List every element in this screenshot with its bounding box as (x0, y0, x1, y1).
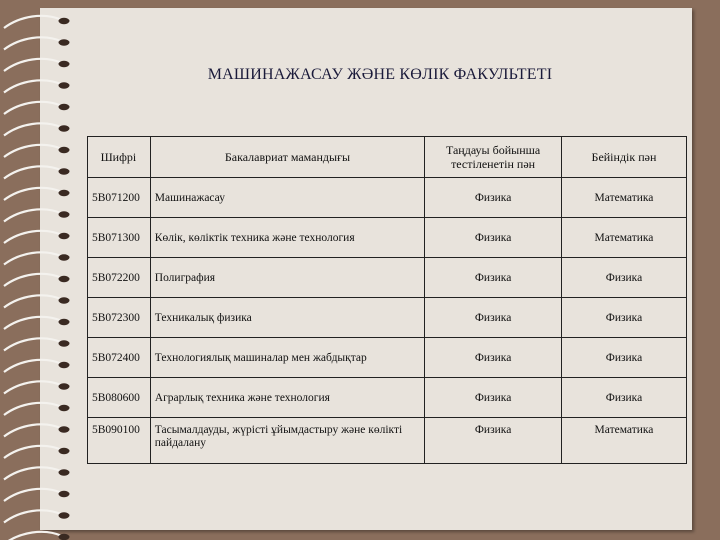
cell-name: Техникалық физика (150, 298, 424, 338)
cell-code: 5В071300 (88, 218, 151, 258)
cell-name: Технологиялық машиналар мен жабдықтар (150, 338, 424, 378)
spiral-binding (0, 0, 80, 540)
header-test: Таңдауы бойынша тестіленетін пән (425, 137, 562, 178)
cell-name: Полиграфия (150, 258, 424, 298)
binding-ring (4, 274, 70, 286)
binding-ring (4, 166, 70, 178)
binding-ring (4, 102, 70, 114)
cell-code: 5В080600 (88, 378, 151, 418)
cell-test: Физика (425, 378, 562, 418)
table-row (88, 378, 687, 418)
cell-test: Физика (425, 338, 562, 378)
cell-test: Физика (425, 258, 562, 298)
binding-ring (4, 80, 70, 92)
table-row (88, 298, 687, 338)
cell-code: 5В090100 (88, 418, 151, 464)
cell-base: Физика (561, 378, 686, 418)
table-row (88, 178, 687, 218)
cell-base: Математика (561, 218, 686, 258)
cell-name: Тасымалдауды, жүрісті ұйымдастыру және көлікті пайдалану (150, 418, 424, 464)
binding-ring (4, 424, 70, 436)
cell-test: Физика (425, 418, 562, 464)
binding-ring (4, 188, 70, 200)
cell-base: Математика (561, 178, 686, 218)
binding-ring (4, 467, 70, 479)
cell-name: Аграрлық техника және технология (150, 378, 424, 418)
table-header-row (88, 137, 687, 178)
binding-ring (4, 59, 70, 71)
cell-code: 5В072200 (88, 258, 151, 298)
binding-ring (4, 209, 70, 221)
cell-base: Физика (561, 258, 686, 298)
table-row (88, 218, 687, 258)
specialties-table (87, 136, 687, 464)
cell-name: Машинажасау (150, 178, 424, 218)
binding-ring (4, 489, 70, 501)
binding-ring (4, 37, 70, 49)
binding-ring (4, 360, 70, 372)
cell-base: Физика (561, 338, 686, 378)
binding-ring (4, 532, 70, 540)
header-base: Бейіндік пән (561, 137, 686, 178)
cell-code: 5В072400 (88, 338, 151, 378)
cell-code: 5В072300 (88, 298, 151, 338)
cell-test: Физика (425, 298, 562, 338)
header-name: Бакалавриат мамандығы (150, 137, 424, 178)
table-row (88, 258, 687, 298)
binding-ring (4, 16, 70, 28)
binding-ring (4, 317, 70, 329)
cell-base: Физика (561, 298, 686, 338)
binding-ring (4, 295, 70, 307)
binding-ring (4, 123, 70, 135)
binding-ring (4, 510, 70, 522)
slide-title: МАШИНАЖАСАУ ЖӘНЕ КӨЛІК ФАКУЛЬТЕТІ (207, 66, 553, 83)
binding-ring (4, 403, 70, 415)
cell-test: Физика (425, 178, 562, 218)
table-row (88, 418, 687, 464)
cell-base: Математика (561, 418, 686, 464)
cell-name: Көлік, көліктік техника және технология (150, 218, 424, 258)
binding-ring (4, 446, 70, 458)
binding-ring (4, 145, 70, 157)
binding-ring (4, 252, 70, 264)
cell-code: 5В071200 (88, 178, 151, 218)
binding-ring (4, 231, 70, 243)
header-code: Шифрі (88, 137, 151, 178)
binding-ring (4, 381, 70, 393)
binding-ring (4, 338, 70, 350)
cell-test: Физика (425, 218, 562, 258)
table-row (88, 338, 687, 378)
